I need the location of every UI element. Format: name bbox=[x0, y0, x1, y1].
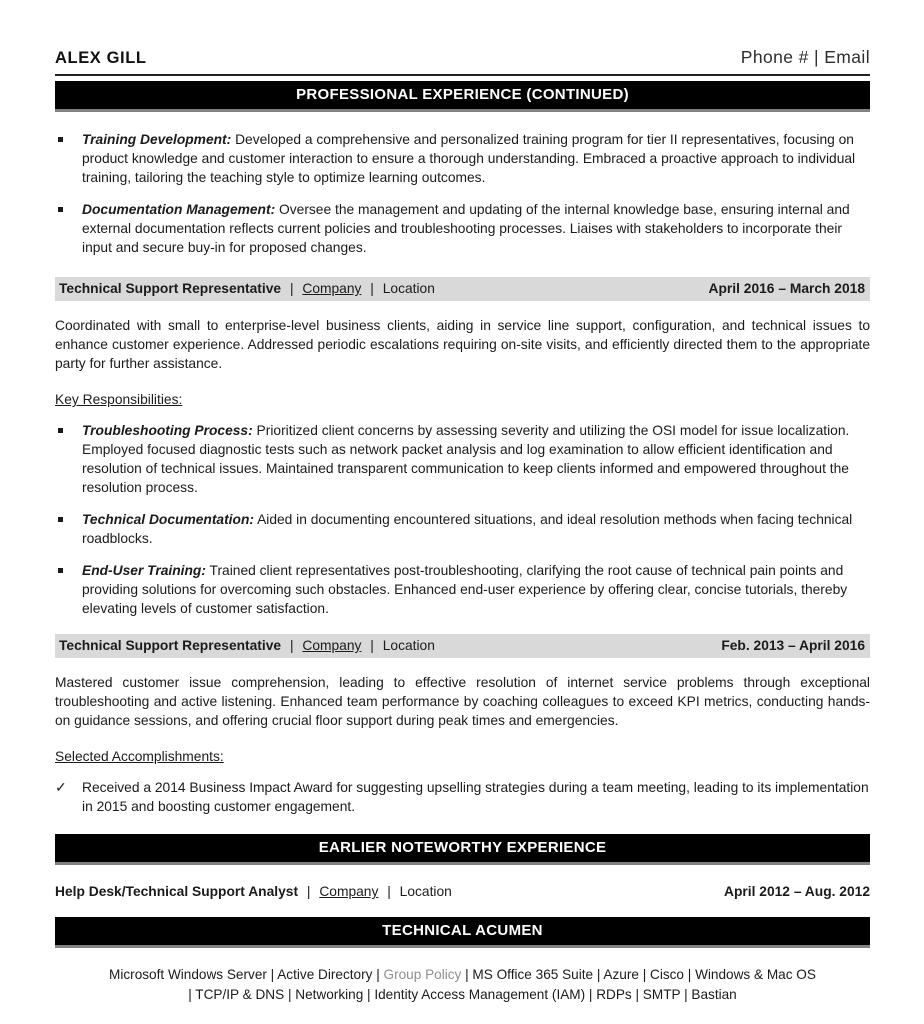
skills-text-muted: Group Policy bbox=[383, 967, 462, 982]
job-title-group bbox=[59, 636, 435, 655]
bullet-label: Technical Documentation: bbox=[82, 512, 254, 527]
job-company: Company bbox=[302, 638, 362, 653]
square-bullet-icon bbox=[58, 428, 63, 433]
square-bullet-icon bbox=[58, 568, 63, 573]
separator: | bbox=[306, 884, 311, 899]
job-header-bar bbox=[55, 277, 870, 301]
separator: | bbox=[370, 281, 374, 296]
section-title-technical-acumen: TECHNICAL ACUMEN bbox=[55, 917, 870, 948]
job-title: Technical Support Representative bbox=[59, 281, 282, 296]
contact-info: Phone # | Email bbox=[740, 47, 870, 67]
bullet-text: Oversee the management and updating of the internal knowledge base, ensuring internal and external documentation reflects current policies and troubleshooting processes. Liaises with stakeholders to incorporate their input and secure buy-in for proposed changes. bbox=[82, 202, 850, 255]
skills-line-2: | TCP/IP & DNS | Networking | Identity Access Management (IAM) | RDPs | SMTP | Bastian bbox=[188, 987, 737, 1002]
job-dates: April 2012 – Aug. 2012 bbox=[724, 884, 870, 899]
list-item bbox=[55, 510, 870, 548]
square-bullet-icon bbox=[58, 517, 63, 522]
intro-bullet-list bbox=[55, 130, 870, 257]
job-company: Company bbox=[319, 884, 379, 899]
bullet-text: Developed a comprehensive and personalized training program for tier II representatives, focusing on product knowledge and customer interaction to ensure a thorough understanding. Embraced a proactive approach to individual training, tailoring the teaching style to optimize learning outcomes. bbox=[82, 132, 856, 185]
list-item bbox=[55, 200, 870, 257]
job-title-group bbox=[55, 882, 452, 901]
job-company: Company bbox=[302, 281, 362, 296]
list-item bbox=[55, 421, 870, 497]
skills-text: Microsoft Windows Server | Active Directory | bbox=[109, 967, 384, 982]
square-bullet-icon bbox=[58, 207, 63, 212]
job-title-group bbox=[59, 279, 435, 298]
job-location: Location bbox=[399, 884, 452, 899]
job-header-row bbox=[55, 882, 870, 901]
job-dates: April 2016 – March 2018 bbox=[708, 281, 865, 296]
list-item bbox=[55, 778, 870, 816]
separator: | bbox=[370, 638, 374, 653]
skills-list bbox=[55, 965, 870, 1005]
skills-line-1 bbox=[55, 965, 870, 985]
separator: | bbox=[289, 281, 294, 296]
job-location: Location bbox=[382, 638, 435, 653]
section-title-professional-experience: PROFESSIONAL EXPERIENCE (CONTINUED) bbox=[55, 81, 870, 112]
list-item bbox=[55, 561, 870, 618]
job-summary: Mastered customer issue comprehension, leading to effective resolution of internet service problems through exceptional troubleshooting and active listening. Enhanced team performance by coaching colleagues to exceed KPI metrics, conducting hands-on guidance sessions, and offering crucial floor support during peak times and emergencies. bbox=[55, 675, 870, 728]
skills-text: | MS Office 365 Suite | Azure | Cisco | Windows & Mac OS bbox=[461, 967, 816, 982]
check-icon: ✓ bbox=[55, 779, 67, 795]
bullet-label: Training Development: bbox=[82, 132, 232, 147]
job-location: Location bbox=[382, 281, 435, 296]
accomplishments-list bbox=[55, 778, 870, 816]
bullet-text: Prioritized client concerns by assessing severity and utilizing the OSI model for issue localization. Employed focused diagnostic tests such as network packet analysis and log examination to allow efficient identification and resolution of technical issues. Maintained transparent communication to keep clients informed and empowered throughout the resolution process. bbox=[82, 423, 850, 495]
separator: | bbox=[289, 638, 294, 653]
candidate-name: ALEX GILL bbox=[55, 49, 147, 67]
job-summary: Coordinated with small to enterprise-level business clients, aiding in service line support, configuration, and technical issues to enhance customer experience. Addressed periodic escalations requiring on-site visits, and efficiently directed them to the appropriate party for further assistance. bbox=[55, 318, 870, 371]
bullet-text: Aided in documenting encountered situations, and ideal resolution methods when facing technical roadblocks. bbox=[82, 512, 853, 546]
square-bullet-icon bbox=[58, 137, 63, 142]
bullet-label: End-User Training: bbox=[82, 563, 206, 578]
section-title-earlier-experience: EARLIER NOTEWORTHY EXPERIENCE bbox=[55, 834, 870, 865]
job-title: Technical Support Representative bbox=[59, 638, 282, 653]
subheading-key-responsibilities: Key Responsibilities: bbox=[55, 392, 183, 407]
job-header-bar bbox=[55, 634, 870, 658]
job-title: Help Desk/Technical Support Analyst bbox=[55, 884, 299, 899]
list-item bbox=[55, 130, 870, 187]
bullet-text: Received a 2014 Business Impact Award for suggesting upselling strategies during a team meeting, leading to its implementation in 2015 and boosting customer engagement. bbox=[82, 780, 869, 814]
bullet-text: Trained client representatives post-troubleshooting, clarifying the root cause of technical pain points and providing solutions for overcoming such obstacles. Enhanced end-user experience by offering clear, concise tutorials, thereby elevating levels of customer satisfaction. bbox=[82, 563, 848, 616]
responsibilities-bullet-list bbox=[55, 421, 870, 618]
job-dates: Feb. 2013 – April 2016 bbox=[721, 638, 865, 653]
header bbox=[55, 48, 870, 76]
subheading-selected-accomplishments: Selected Accomplishments: bbox=[55, 749, 224, 764]
bullet-label: Troubleshooting Process: bbox=[82, 423, 253, 438]
bullet-label: Documentation Management: bbox=[82, 202, 276, 217]
separator: | bbox=[387, 884, 391, 899]
